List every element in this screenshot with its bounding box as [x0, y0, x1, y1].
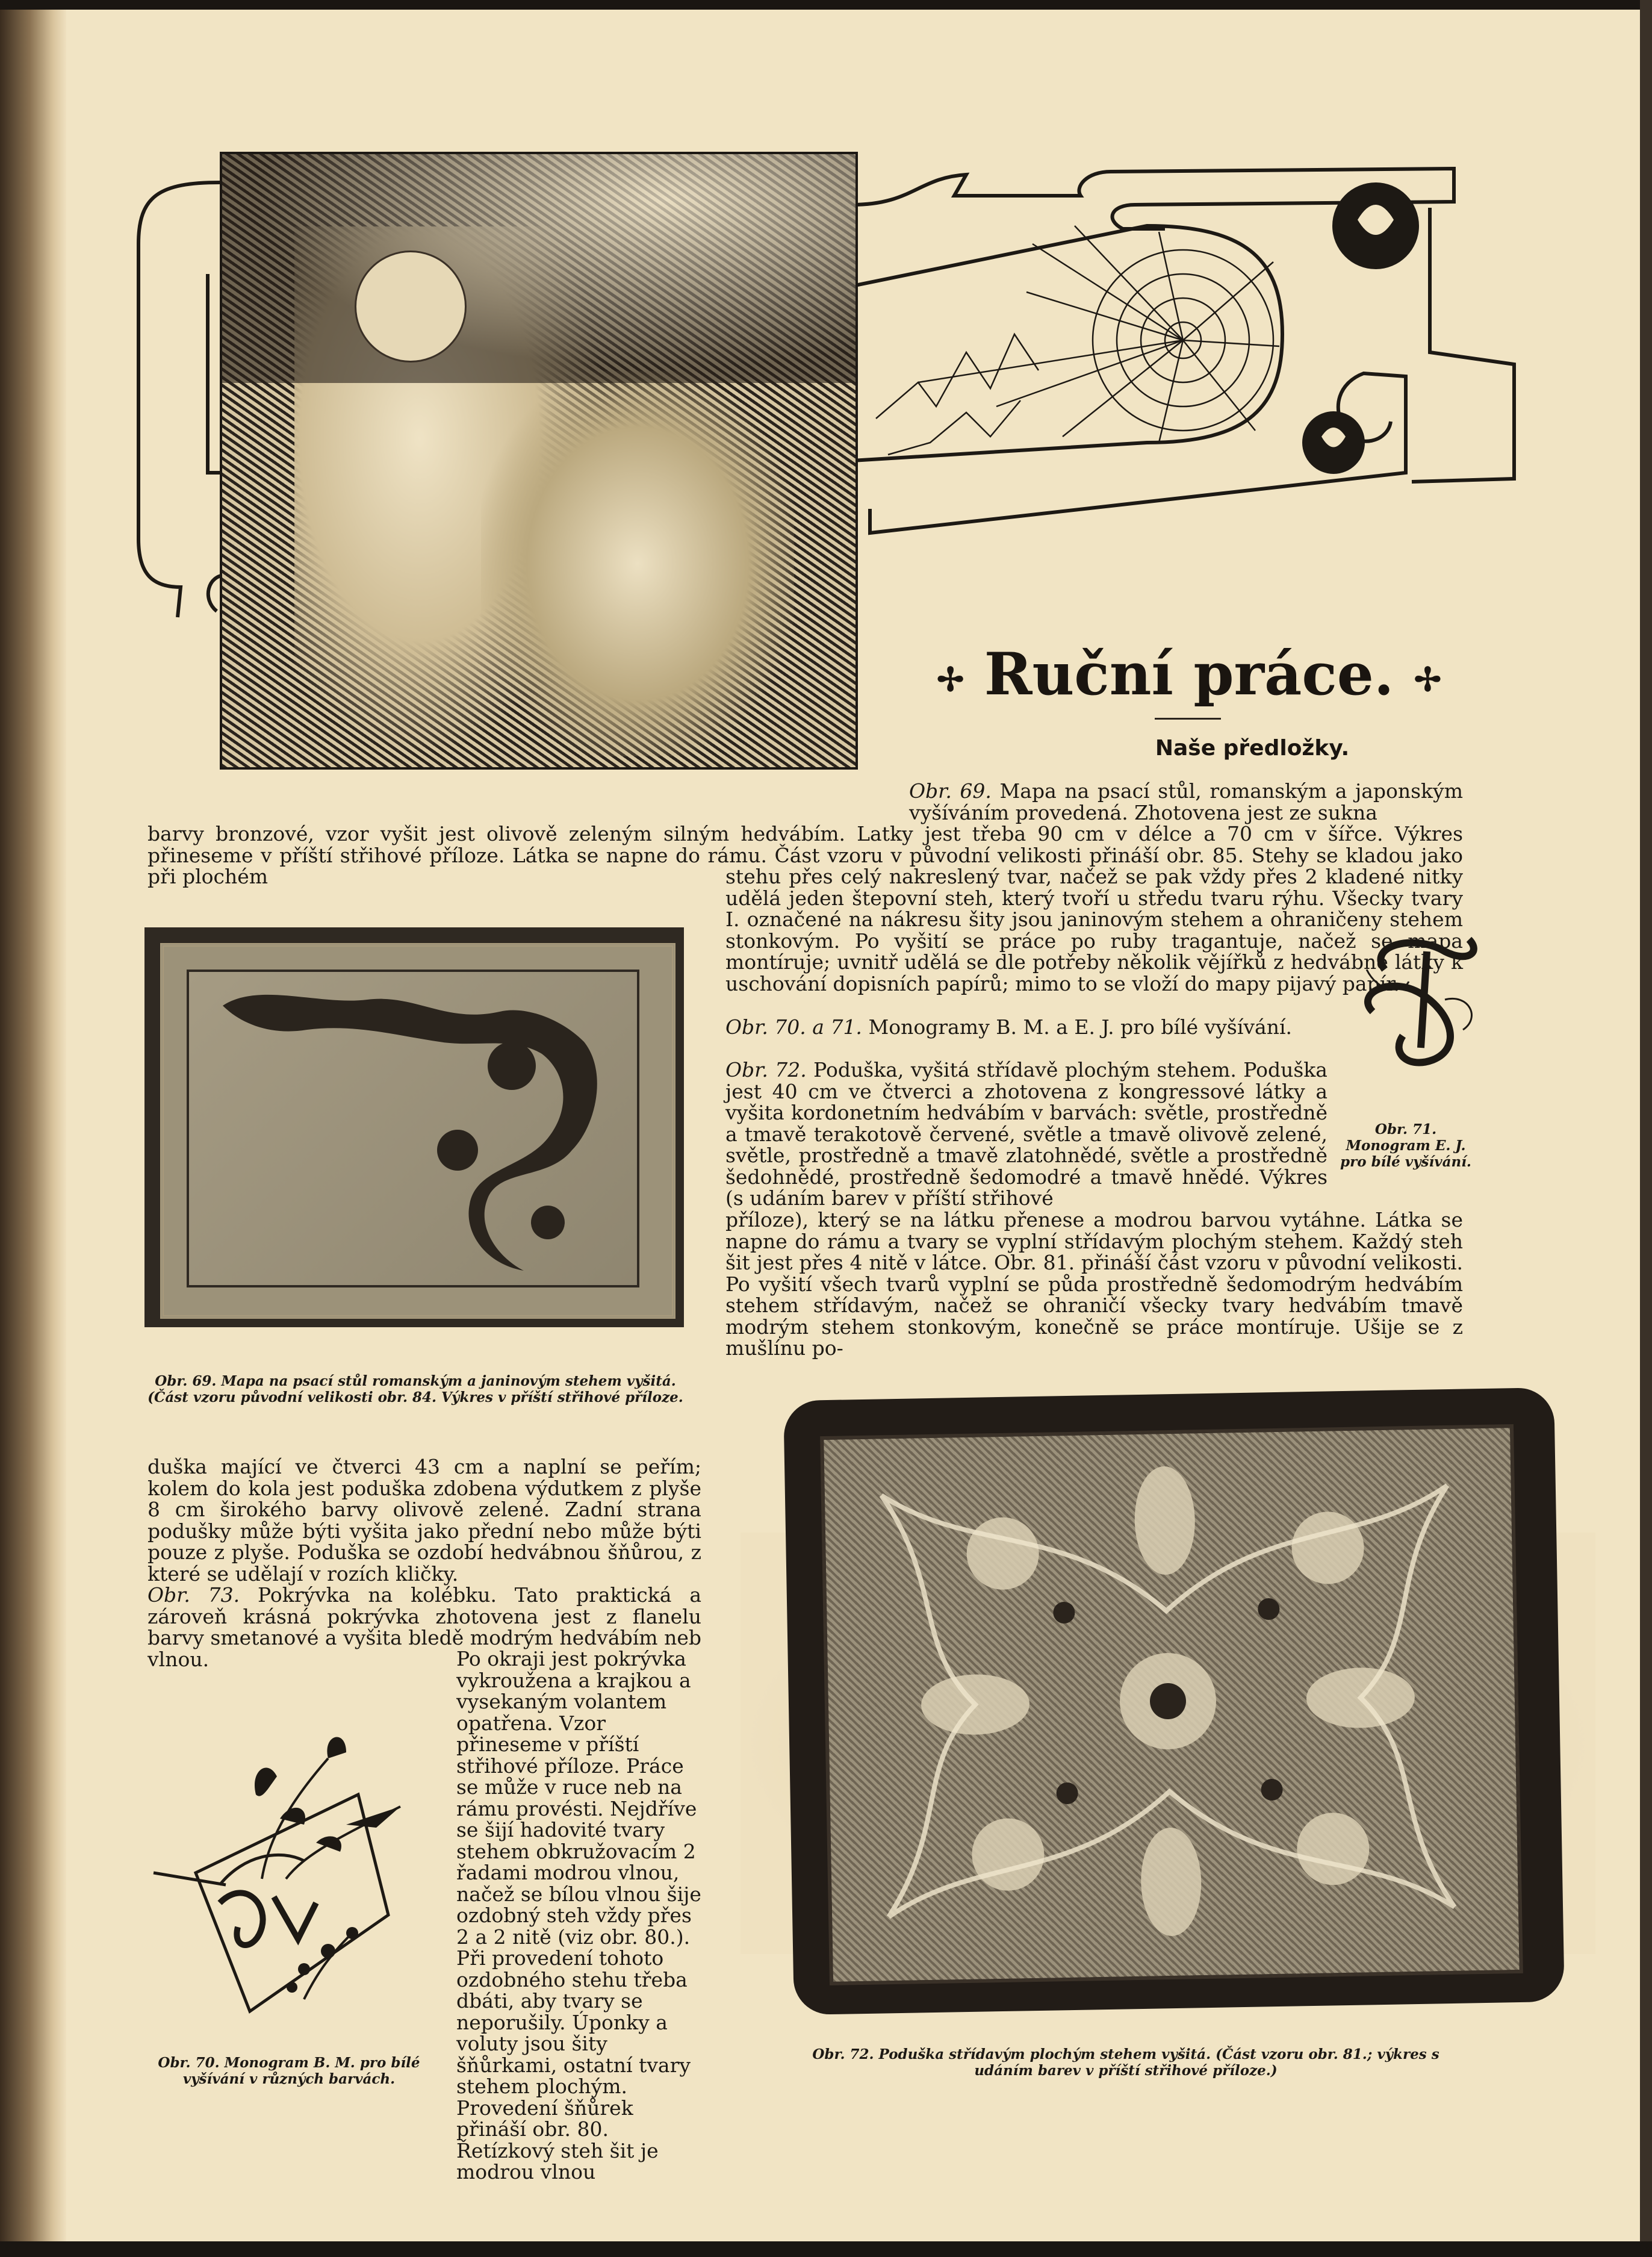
- monogram-medallion-top: [1332, 182, 1419, 269]
- scan-top-edge: [0, 0, 1652, 10]
- paragraph-obr73-narrow: Po okraji jest pokrývka vykroužena a krajkou a vysekaným volantem opatřena. Vzor přineseme v příští střihové příloze. Práce se může v ruce neb na rámu provésti. Nejdříve se šijí hadovité tvary stehem obkružovacím 2 řadami modrou vlnou, načež se bílou vlnou šije ozdobný steh vždy přes 2 a 2 nitě (viz obr. 80.). Při provedení tohoto ozdobného stehu třeba dbáti, aby tvary se neporušily. Úponky a voluty jsou šity šňůrkami, ostatní tvary stehem plochým. Provedení šňůrek přináší obr. 80. Řetízkový steh šit je modrou vlnou: [456, 1647, 701, 2184]
- paragraph-obr72-continued: duška mající ve čtverci 43 cm a naplní se peřím; kolem do kola jest poduška zdobena výdutkem z plyše 8 cm širokého barvy olivově zelené. Zadní strana podušky může býti vyšita jako přední nebo může býti pouze z plyše. Poduška se ozdobí hedvábnou šňůrou, z které se udělají v rozích kličky.: [148, 1455, 701, 1586]
- book-binding-gutter: [0, 0, 66, 2257]
- paragraph-text: Monogramy B. M. a E. J. pro bílé vyšívání.: [868, 1015, 1292, 1039]
- caption-figure-70: Obr. 70. Monogram B. M. pro bílé vyšívání v různých barvách.: [158, 2055, 420, 2087]
- paragraph-text: Pokrývka na kolébku. Tato praktická a zároveň krásná pokrývka zhotovena jest z flanelu barvy smetanové a vyšita bledě modrým hedvábím neb vlnou.: [148, 1583, 701, 1671]
- paragraph-obr69-start: [909, 780, 1463, 823]
- scan-bottom-edge: [0, 2241, 1652, 2257]
- figure-72-cushion-photo: [741, 1382, 1595, 2032]
- monogram-medallion-bottom: [1302, 411, 1365, 474]
- paragraph-obr70-71: [725, 1016, 1328, 1038]
- figure-ref: Obr. 70. a 71.: [725, 1015, 862, 1039]
- caption-figure-71: Obr. 71. Monogram E. J. pro bílé vyšívání.: [1340, 1121, 1471, 1170]
- figure-71-monogram: [1349, 927, 1493, 1072]
- figure-ref: Obr. 73.: [148, 1583, 240, 1607]
- paragraph-obr72-fullwidth: příloze), který se na látku přenese a modrou barvou vytáhne. Látka se napne do rámu a tvary se vyplní střídavým plochým stehem. Každý steh šit jest přes 4 nitě v látce. Obr. 81. přináší část vzoru v původní velikosti. Po vyšití všech tvarů vyplní se půda prostředně šedomodrým hedvábím stehem střídavým, načež se ohraničí všecky tvary hedvábím tmavě modrým stehem stonkovým, konečně se práce montíruje. Ušije se z mušlínu po-: [725, 1208, 1463, 1360]
- paragraph-text: Mapa na psací stůl, romanským a japonským vyšíváním provedená. Zhotovena jest ze sukna: [909, 779, 1463, 824]
- paragraph-text: Poduška, vyšitá střídavě plochým stehem. Poduška jest 40 cm ve čtverci a zhotovena z kongressové látky a vyšita kordonetním hedvábím v barvách: světle, prostředně a tmavě terakotově červené, světle a tmavě olivově zelené, světle, prostředně a tmavě zlatohnědé, světle a prostředně šedohnědé, prostředně šedomodré a tmavě hnědé. Výkres (s udáním barev v příští střihové: [725, 1058, 1328, 1210]
- figure-70-monogram-fan: [148, 1722, 436, 2023]
- engraving-woman-sewing: [220, 152, 858, 770]
- section-subtitle: Naše předložky.: [1155, 736, 1350, 761]
- ornament-left-icon: ✢: [937, 660, 964, 699]
- title-divider: [1155, 718, 1221, 720]
- caption-figure-69: Obr. 69. Mapa na psací stůl romanským a janinovým stehem vyšitá. (Část vzoru původní velikosti obr. 84. Výkres v příští střihové příloze.: [148, 1373, 683, 1406]
- paragraph-obr69-fullwidth: barvy bronzové, vzor vyšit jest olivově zeleným silným hedvábím. Latky jest třeba 90 cm v délce a 70 cm v šířce. Výkres přineseme v příští střihové příloze. Látka se napne do rámu. Část vzoru v původní velikosti přináší obr. 85. Stehy se kladou jako při plochém: [148, 822, 1463, 888]
- paragraph-obr72: [725, 1059, 1328, 1209]
- scan-right-edge: [1640, 0, 1652, 2257]
- ornament-right-icon: ✢: [1414, 660, 1441, 699]
- figure-69-desk-blotter: [144, 927, 684, 1327]
- caption-figure-72: Obr. 72. Poduška střídavým plochým stehem vyšitá. (Část vzoru obr. 81.; výkres s udáním barev v příští střihové příloze.): [812, 2046, 1439, 2079]
- figure-ref: Obr. 72.: [725, 1058, 807, 1082]
- paragraph-obr69-right: stehu přes celý nakreslený tvar, načež se pak vždy přes 2 kladené nitky udělá jeden štepovní steh, který tvoří u středu tvaru rýhu. Všecky tvary I. označené na nákresu šity jsou janinovým stehem a ohraničeny stehem stonkovým. Po vyšití se práce po ruby tragantuje, načež se mapa montíruje; uvnitř udělá se dle potřeby několik vějířků z hedvábné látky k uschování dopisních papírů; mimo to se vloží do mapy pijavý papír.: [725, 865, 1463, 995]
- page-title: [915, 635, 1463, 714]
- title-text: Ruční práce.: [984, 640, 1394, 708]
- figure-ref: Obr. 69.: [909, 779, 992, 803]
